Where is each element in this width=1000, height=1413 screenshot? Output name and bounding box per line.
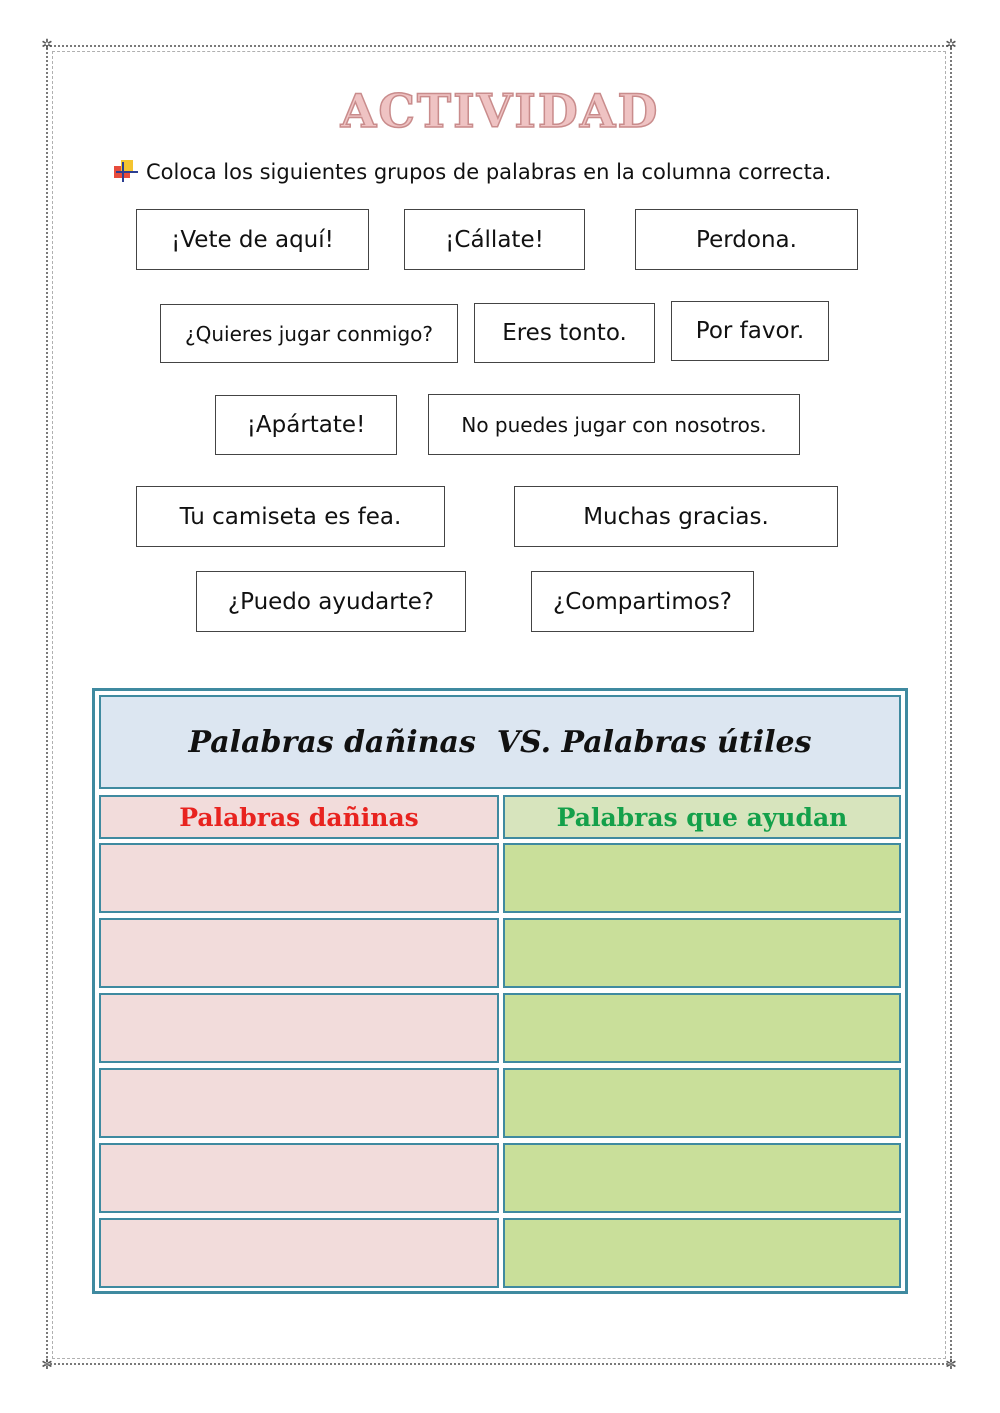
phrase-card[interactable]: ¿Puedo ayudarte? bbox=[196, 571, 466, 632]
phrase-card[interactable]: No puedes jugar con nosotros. bbox=[428, 394, 800, 455]
phrase-card[interactable]: Muchas gracias. bbox=[514, 486, 838, 547]
harmful-drop-zone[interactable] bbox=[99, 993, 499, 1063]
phrase-card[interactable]: Perdona. bbox=[635, 209, 858, 270]
helpful-drop-zone[interactable] bbox=[503, 1068, 901, 1138]
phrase-card[interactable]: Tu camiseta es fea. bbox=[136, 486, 445, 547]
phrase-card[interactable]: ¡Vete de aquí! bbox=[136, 209, 369, 270]
helpful-drop-zone[interactable] bbox=[503, 993, 901, 1063]
phrase-card[interactable]: ¿Quieres jugar conmigo? bbox=[160, 304, 458, 363]
table-heading: Palabras dañinas VS. Palabras útiles bbox=[99, 695, 901, 789]
sorting-table bbox=[92, 688, 908, 1294]
helpful-drop-zone[interactable] bbox=[503, 1143, 901, 1213]
harmful-drop-zone[interactable] bbox=[99, 843, 499, 913]
harmful-words-header: Palabras dañinas bbox=[99, 795, 499, 839]
corner-ornament-icon: ✲ bbox=[41, 1357, 53, 1373]
harmful-drop-zone[interactable] bbox=[99, 1068, 499, 1138]
phrase-card[interactable]: ¿Compartimos? bbox=[531, 571, 754, 632]
corner-ornament-icon: ✲ bbox=[41, 37, 53, 53]
harmful-drop-zone[interactable] bbox=[99, 1218, 499, 1288]
instruction bbox=[112, 158, 831, 186]
page-title: ACTIVIDAD bbox=[340, 84, 660, 138]
helpful-drop-zone[interactable] bbox=[503, 918, 901, 988]
helpful-drop-zone[interactable] bbox=[503, 843, 901, 913]
instruction-text: Coloca los siguientes grupos de palabras en la columna correcta. bbox=[146, 160, 832, 184]
harmful-drop-zone[interactable] bbox=[99, 1143, 499, 1213]
corner-ornament-icon: ✲ bbox=[945, 37, 957, 53]
phrase-card[interactable]: ¡Apártate! bbox=[215, 395, 397, 455]
phrase-card[interactable]: Por favor. bbox=[671, 301, 829, 361]
phrase-card[interactable]: ¡Cállate! bbox=[404, 209, 585, 270]
harmful-drop-zone[interactable] bbox=[99, 918, 499, 988]
phrase-card[interactable]: Eres tonto. bbox=[474, 303, 655, 363]
bullet-icon bbox=[112, 158, 140, 186]
helpful-drop-zone[interactable] bbox=[503, 1218, 901, 1288]
corner-ornament-icon: ✲ bbox=[945, 1357, 957, 1373]
helpful-words-header: Palabras que ayudan bbox=[503, 795, 901, 839]
